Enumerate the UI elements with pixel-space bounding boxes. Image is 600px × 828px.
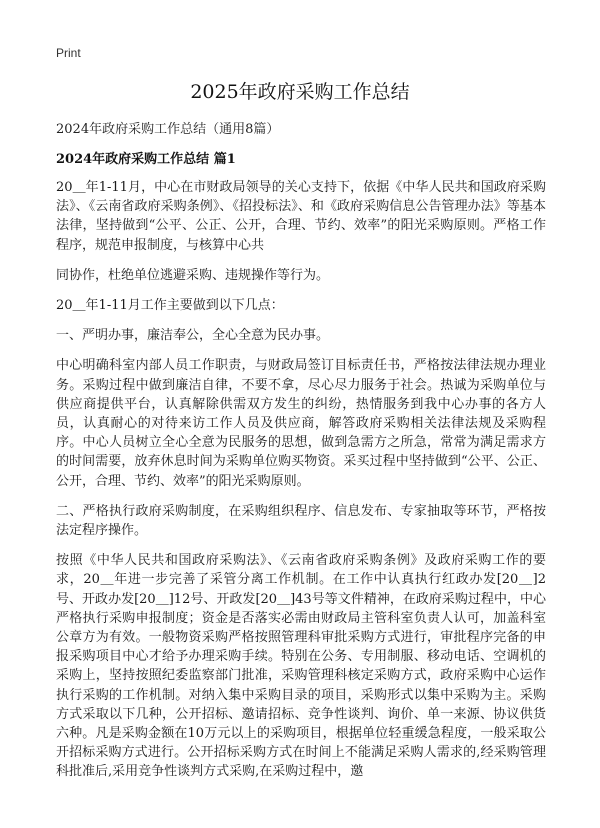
document-body xyxy=(56,178,546,793)
document-title: 2025年政府采购工作总结 xyxy=(190,81,410,103)
paragraph: 一、严明办事，廉洁奉公，全心全意为民办事。 xyxy=(56,328,330,344)
print-link[interactable]: Print xyxy=(56,46,81,60)
paragraph: 二、严格执行政府采购制度，在采购组织程序、信息发布、专家抽取等环节，严格按法定程序操作。 xyxy=(56,503,546,539)
section-heading: 2024年政府采购工作总结 篇1 xyxy=(56,152,236,167)
paragraph: 中心明确科室内部人员工作职责，与财政局签订目标责任书，严格按法律法规办理业务。采购过程中做到廉洁自律，不要不拿，尽心尽力服务于社会。热诚为采购单位与供应商提供平台，认真解除供需双方发生的纠纷，热情服务到我中心办事的各方人员，认真耐心的对待来访工作人员及供应商，解答政府采购相关法律法规及采购程序。中心人员树立全心全意为民服务的思想，做到急需方之所急，常常为满足需求方的时间需要，放弃休息时间为采购单位购买物资。采买过程中坚持做到“公平、公正、公开，合理、节约、效率”的阳光采购原则。 xyxy=(56,358,546,489)
paragraph: 20＿年1-11月，中心在市财政局领导的关心支持下，依据《中华人民共和国政府采购法》、《云南省政府采购条例》、《招投标法》、和《政府采购信息公告管理办法》等基本法律，坚持做到“公平、公正、公开，合理、节约、效率”的阳光采购原则。严格工作程序，规范申报制度，与核算中心共 xyxy=(56,180,546,253)
paragraph: 同协作，杜绝单位逃避采购、违规操作等行为。 xyxy=(56,267,330,283)
paragraph: 按照《中华人民共和国政府采购法》、《云南省政府采购条例》及政府采购工作的要求，20＿年进一步完善了采管分离工作机制。在工作中认真执行红政办发[20＿]2号、开政办发[20＿]12号、开政发[20＿]43号等文件精神，在政府采购过程中，中心严格执行采购申报制度；资金是否落实必需由财政局主管科室负责人认可，加盖科室公章方为有效。一般物资采购严格按照管理科审批采购方式进行，审批程序完备的申报采购项目中心才给予办理采购手续。特别在公务、专用制服、移动电话、空调机的采购上，坚持按照纪委监察部门批准，采购管理科核定采购方式，政府采购中心运作执行采购的工作机制。对纳入集中采购目录的项目，采购形式以集中采购为主。采购方式采取以下几种，公开招标、邀请招标、竞争性谈判、询价、单一来源、协议供货六种。凡是采购金额在10万元以上的采购项目，根据单位轻重缓急程度，一般采取公开招标采购方式进行。公开招标采购方式在时间上不能满足采购人需求的,经采购管理科批准后,采用竞争性谈判方式采购,在采购过程中，邀 xyxy=(56,553,546,780)
document-subtitle: 2024年政府采购工作总结（通用8篇） xyxy=(56,122,280,137)
paragraph: 20＿年1-11月工作主要做到以下几点： xyxy=(56,298,284,314)
